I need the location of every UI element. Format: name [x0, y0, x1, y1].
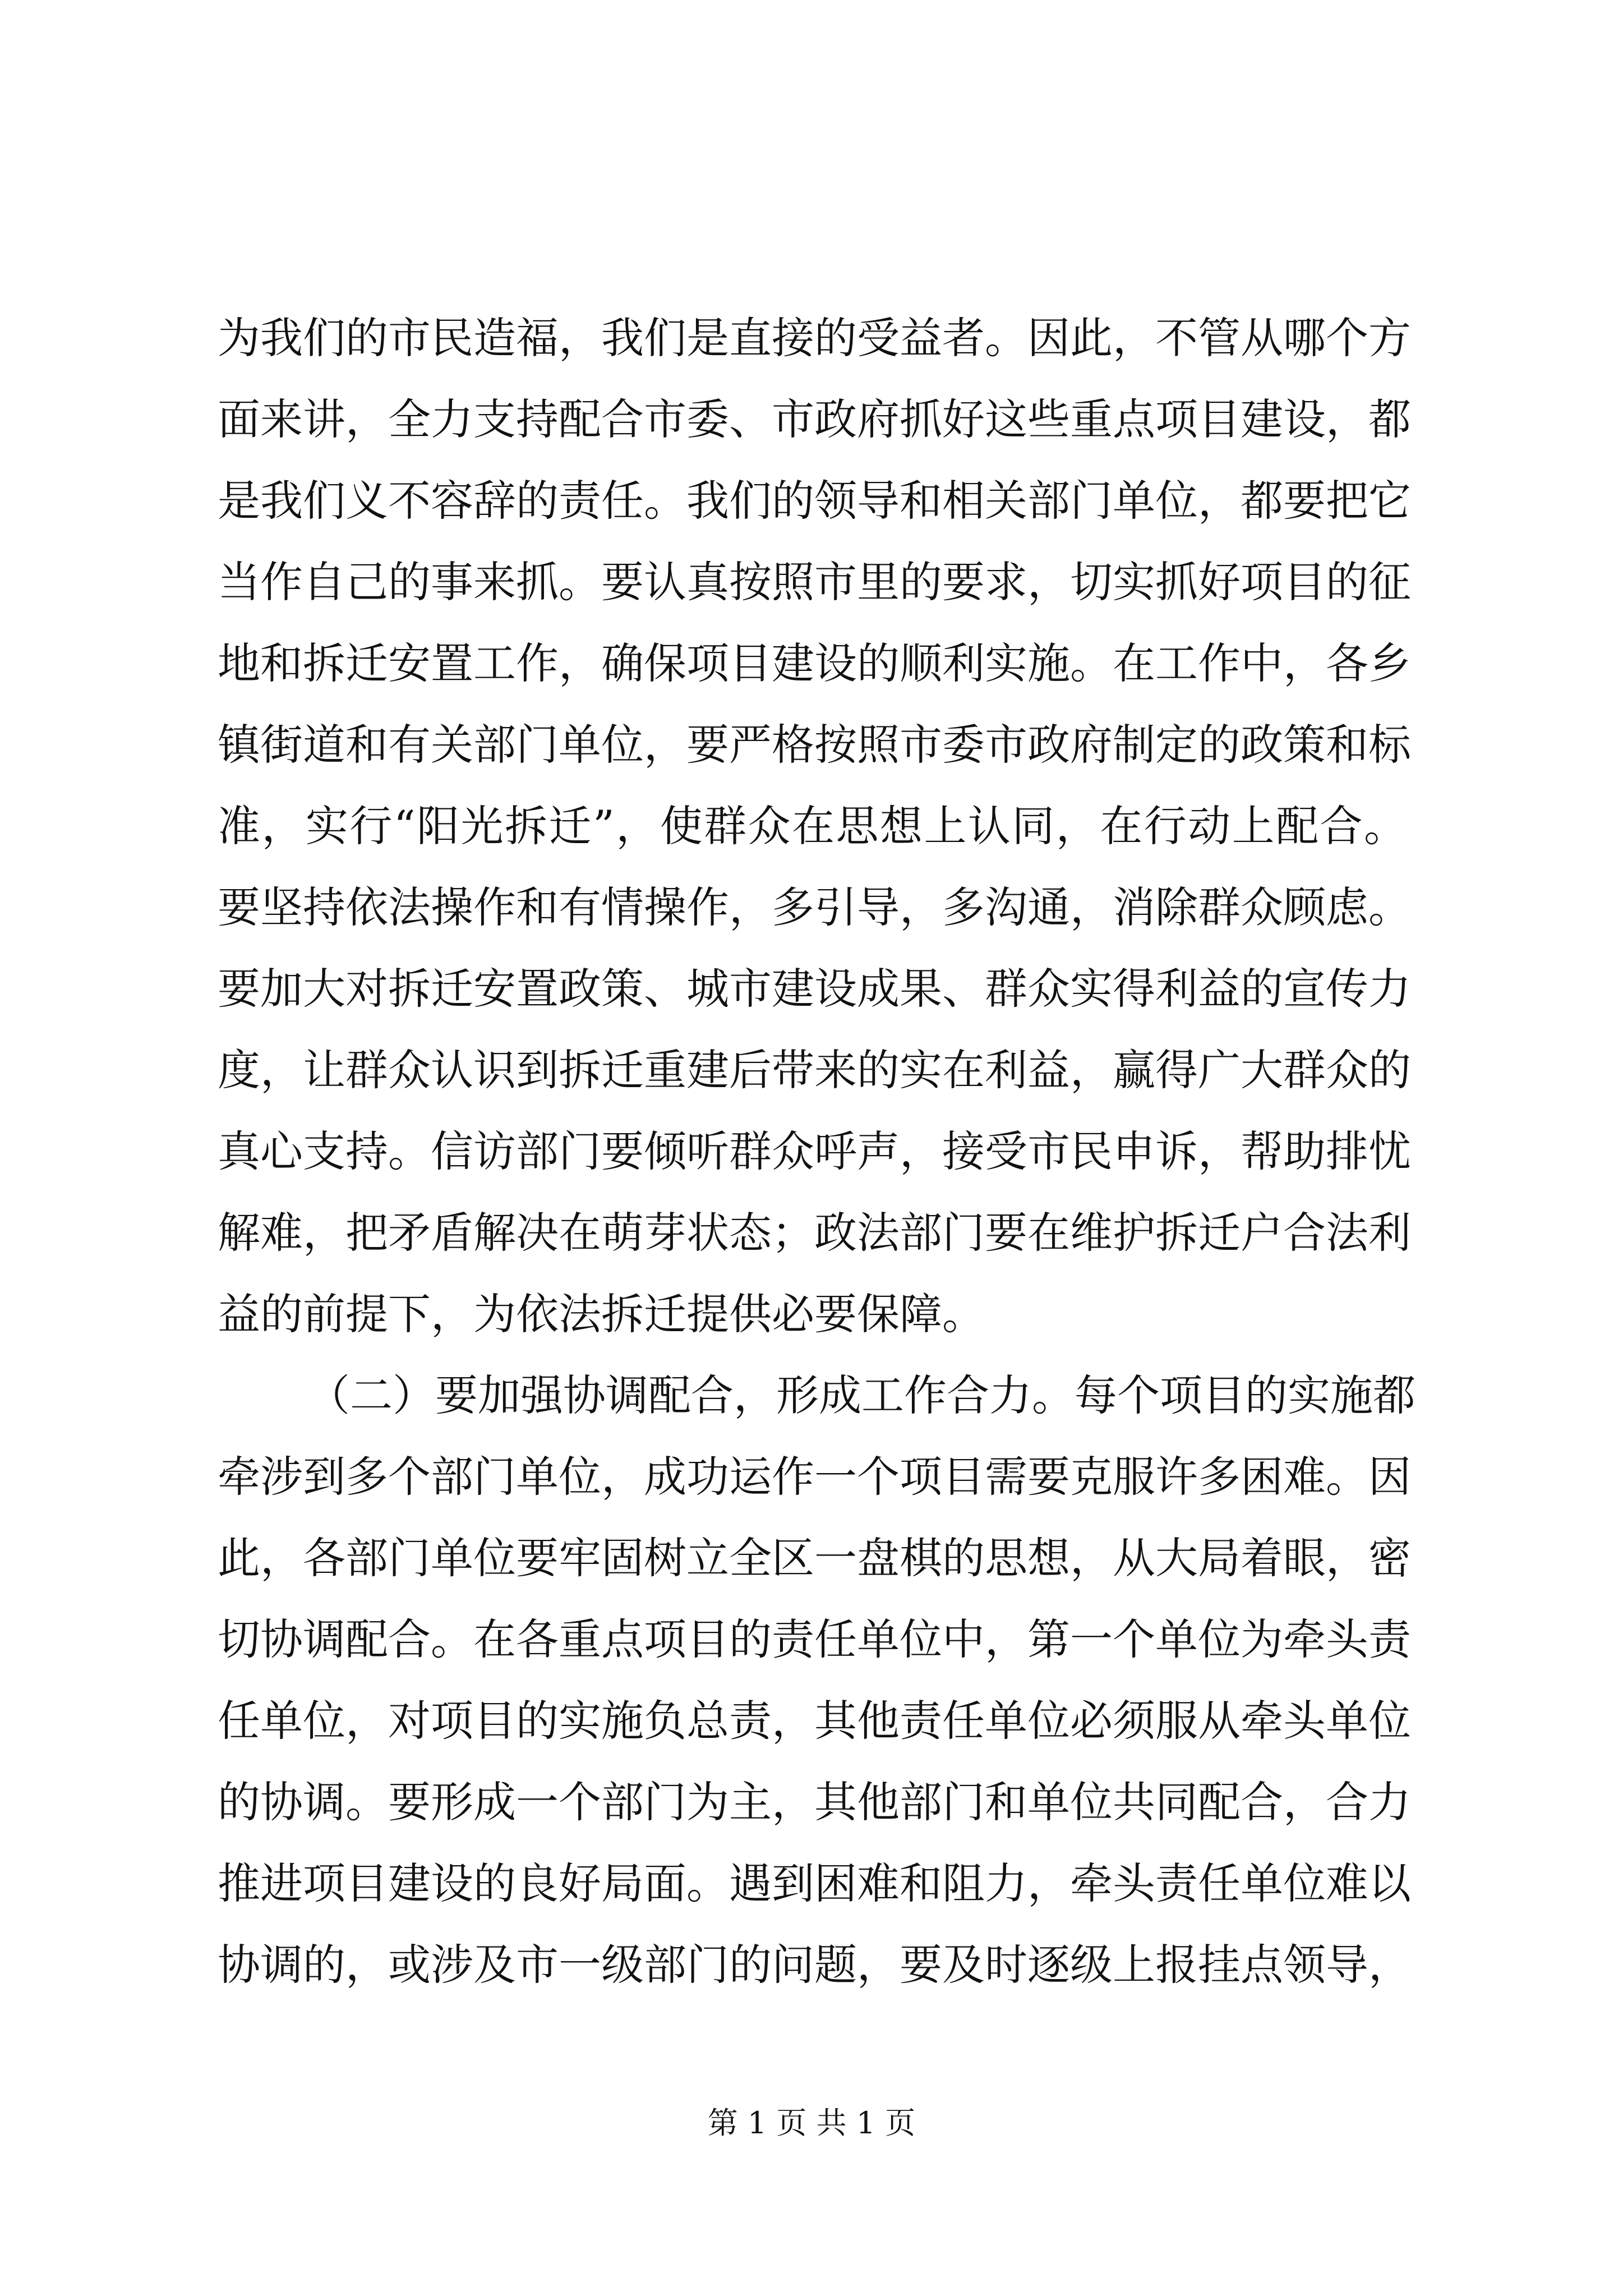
paragraph-1-line-10: 度，让群众认识到拆迁重建后带来的实在利益，赢得广大群众的: [218, 1045, 1411, 1095]
paragraph-1-line-4: 当作自己的事来抓。要认真按照市里的要求，切实抓好项目的征: [218, 557, 1411, 607]
paragraph-1-line-11: 真心支持。信访部门要倾听群众呼声，接受市民申诉，帮助排忧: [218, 1126, 1411, 1176]
paragraph-1-line-3: 是我们义不容辞的责任。我们的领导和相关部门单位，都要把它: [218, 476, 1411, 526]
body-text: [218, 297, 1415, 2005]
paragraph-2-line-8: 协调的，或涉及市一级部门的问题，要及时逐级上报挂点领导，: [218, 1940, 1411, 1990]
paragraph-1-line-12: 解难，把矛盾解决在萌芽状态；政法部门要在维护拆迁户合法利: [218, 1208, 1411, 1258]
paragraph-1-line-1: 为我们的市民造福，我们是直接的受益者。因此，不管从哪个方: [218, 313, 1411, 363]
paragraph-2-line-1: （二）要加强协调配合，形成工作合力。每个项目的实施都: [307, 1370, 1415, 1420]
paragraph-2-line-4: 切协调配合。在各重点项目的责任单位中，第一个单位为牵头责: [218, 1614, 1411, 1664]
paragraph-1-line-5: 地和拆迁安置工作，确保项目建设的顺利实施。在工作中，各乡: [218, 638, 1411, 688]
paragraph-2-line-6: 的协调。要形成一个部门为主，其他部门和单位共同配合，合力: [218, 1777, 1411, 1827]
paragraph-2-line-3: 此，各部门单位要牢固树立全区一盘棋的思想，从大局着眼，密: [218, 1533, 1411, 1583]
paragraph-1-line-7: 准，实行“阳光拆迁”，使群众在思想上认同，在行动上配合。: [218, 801, 1407, 851]
paragraph-1-line-9: 要加大对拆迁安置政策、城市建设成果、群众实得利益的宣传力: [218, 964, 1411, 1014]
paragraph-2-line-2: 牵涉到多个部门单位，成功运作一个项目需要克服许多困难。因: [218, 1452, 1411, 1502]
paragraph-2-line-5: 任单位，对项目的实施负总责，其他责任单位必须服从牵头单位: [218, 1696, 1411, 1746]
paragraph-1-line-13: 益的前提下，为依法拆迁提供必要保障。: [218, 1289, 985, 1339]
page-footer: [0, 2101, 1623, 2146]
paragraph-1-line-8: 要坚持依法操作和有情操作，多引导，多沟通，消除群众顾虑。: [218, 882, 1411, 932]
paragraph-1-line-2: 面来讲，全力支持配合市委、市政府抓好这些重点项目建设，都: [218, 394, 1411, 444]
page-number-label: 第 1 页 共 1 页: [707, 2105, 916, 2141]
paragraph-1-line-6: 镇街道和有关部门单位，要严格按照市委市政府制定的政策和标: [218, 720, 1411, 770]
paragraph-2-line-7: 推进项目建设的良好局面。遇到困难和阻力，牵头责任单位难以: [218, 1858, 1411, 1908]
